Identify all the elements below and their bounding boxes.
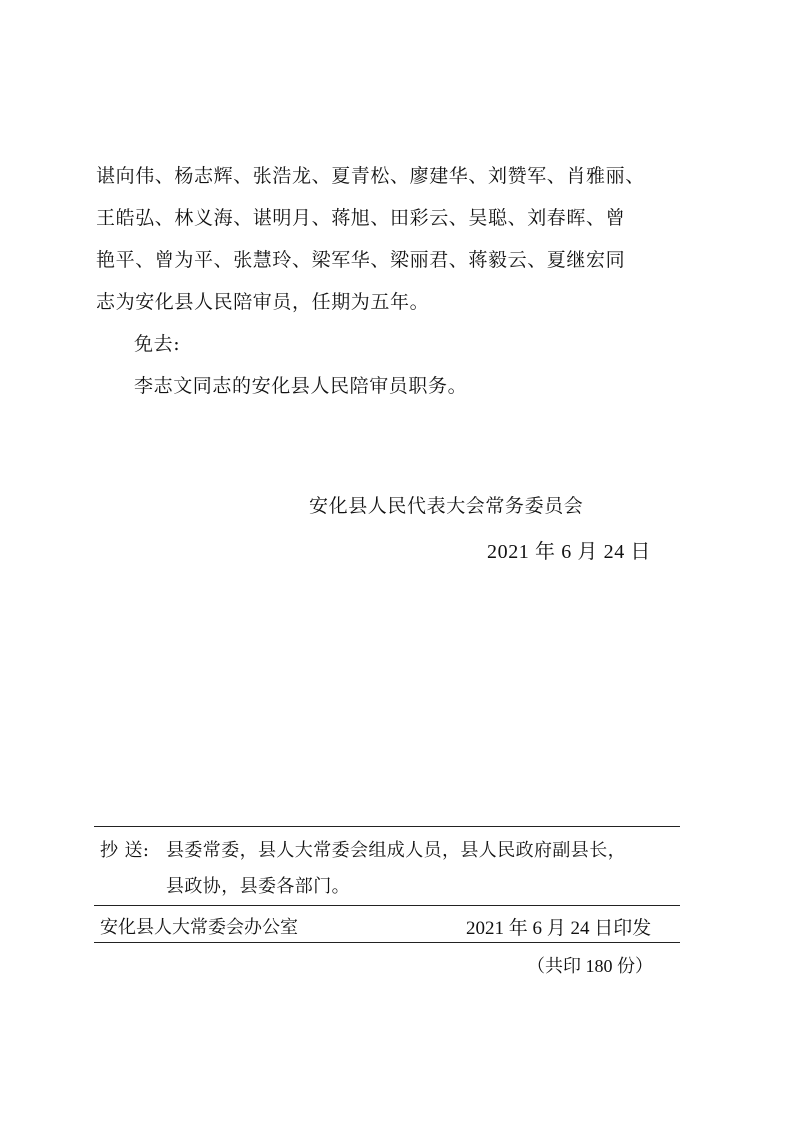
cc-label: 抄 送: [100,840,150,861]
body-line: 艳平、曾为平、张慧玲、梁军华、梁丽君、蒋毅云、夏继宏同 [96,249,626,271]
removal-heading: 免去: [134,333,181,355]
divider-bottom [94,942,680,943]
removal-text: 李志文同志的安化县人民陪审员职务。 [134,375,468,397]
cc-recipients-line: 县委常委，县人大常委会组成人员，县人民政府副县长， [166,840,626,861]
divider-middle [94,905,680,906]
signature-date: 2021 年 6 月 24 日 [487,541,651,563]
issuing-office: 安化县人大常委会办公室 [100,917,298,938]
body-line: 王皓弘、林义海、谌明月、蒋旭、田彩云、吴聪、刘春晖、曾 [96,207,626,229]
divider-top [94,826,680,827]
issue-date: 2021 年 6 月 24 日印发 [466,918,652,939]
copies-count: （共印 180 份） [527,956,653,976]
body-line: 谌向伟、杨志辉、张浩龙、夏青松、廖建华、刘赞军、肖雅丽、 [96,165,645,187]
body-line: 志为安化县人民陪审员，任期为五年。 [96,291,430,313]
signature-organization: 安化县人民代表大会常务委员会 [309,495,584,517]
cc-recipients-line: 县政协，县委各部门。 [166,876,350,897]
